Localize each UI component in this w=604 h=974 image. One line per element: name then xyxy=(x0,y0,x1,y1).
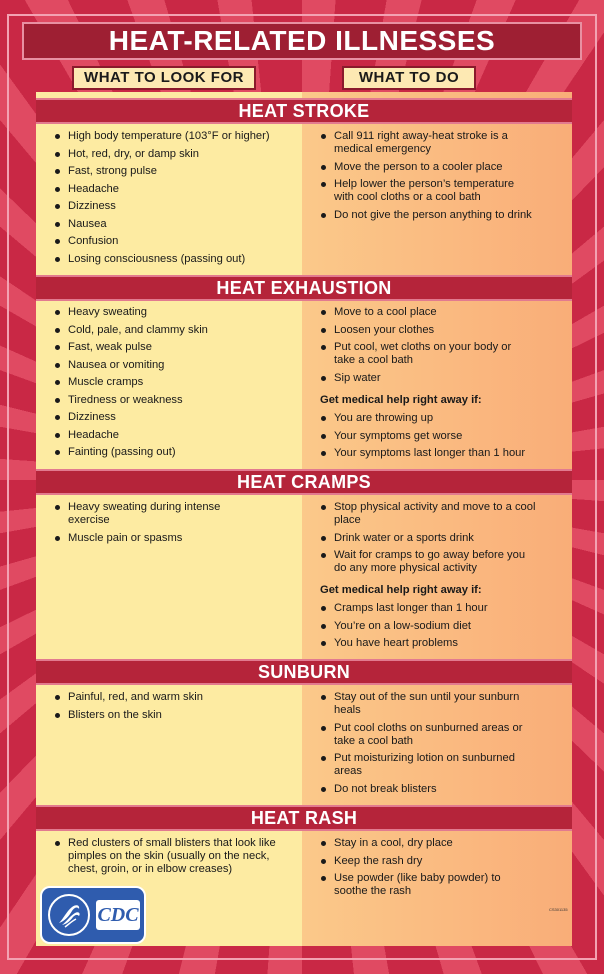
list-item: High body temperature (103°F or higher) xyxy=(54,130,299,143)
list-item: Blisters on the skin xyxy=(54,709,299,722)
heat-rash-actions xyxy=(320,837,534,903)
heat-cramps-help-heading: Get medical help right away if: xyxy=(320,584,482,596)
list-item: Put moisturizing lotion on sunburned areas xyxy=(320,752,534,778)
list-item: Dizziness xyxy=(54,200,299,213)
list-item: Keep the rash dry xyxy=(320,855,534,868)
list-item: Drink water or a sports drink xyxy=(320,532,538,545)
list-item: Sip water xyxy=(320,372,534,385)
list-item: Stop physical activity and move to a cool place xyxy=(320,501,538,527)
list-item: Do not give the person anything to drink xyxy=(320,209,534,222)
column-header-what-to-do: WHAT TO DO xyxy=(342,66,476,90)
list-item: Muscle cramps xyxy=(54,376,299,389)
content-panel xyxy=(36,92,572,946)
list-item: You have heart problems xyxy=(320,637,550,650)
list-item: Nausea or vomiting xyxy=(54,359,299,372)
section-header-heat-cramps: HEAT CRAMPS xyxy=(36,469,572,495)
list-item: Fast, weak pulse xyxy=(54,341,299,354)
heat-cramps-help-list xyxy=(320,602,550,655)
heat-exhaustion-symptoms xyxy=(54,306,299,464)
heat-exhaustion-help-heading: Get medical help right away if: xyxy=(320,394,482,406)
list-item: You’re on a low-sodium diet xyxy=(320,620,550,633)
heat-stroke-actions xyxy=(320,130,534,226)
list-item: Loosen your clothes xyxy=(320,324,534,337)
list-item: Losing consciousness (passing out) xyxy=(54,253,299,266)
list-item: Dizziness xyxy=(54,411,299,424)
poster-title: HEAT-RELATED ILLNESSES xyxy=(22,22,582,60)
list-item: Wait for cramps to go away before you do any more physical activity xyxy=(320,549,538,575)
list-item: Your symptoms get worse xyxy=(320,430,550,443)
list-item: Headache xyxy=(54,183,299,196)
section-header-heat-stroke: HEAT STROKE xyxy=(36,98,572,124)
list-item: Move the person to a cooler place xyxy=(320,161,534,174)
list-item: Stay out of the sun until your sunburn heals xyxy=(320,691,534,717)
list-item: Muscle pain or spasms xyxy=(54,532,254,545)
heat-rash-symptoms xyxy=(54,837,276,881)
list-item: Put cool, wet cloths on your body or take a cool bath xyxy=(320,341,534,367)
list-item: Use powder (like baby powder) to soothe the rash xyxy=(320,872,534,898)
list-item: Heavy sweating during intense exercise xyxy=(54,501,254,527)
list-item: Stay in a cool, dry place xyxy=(320,837,534,850)
cdc-hhs-logo xyxy=(40,886,146,944)
section-header-heat-exhaustion: HEAT EXHAUSTION xyxy=(36,275,572,301)
cdc-wordmark: CDC xyxy=(96,900,140,930)
list-item: Tiredness or weakness xyxy=(54,394,299,407)
list-item: Heavy sweating xyxy=(54,306,299,319)
hhs-seal-icon xyxy=(48,894,90,936)
section-header-sunburn: SUNBURN xyxy=(36,659,572,685)
list-item: Fainting (passing out) xyxy=(54,446,299,459)
list-item: Cramps last longer than 1 hour xyxy=(320,602,550,615)
heat-cramps-symptoms xyxy=(54,501,254,549)
list-item: Cold, pale, and clammy skin xyxy=(54,324,299,337)
heat-exhaustion-actions xyxy=(320,306,534,389)
list-item: You are throwing up xyxy=(320,412,550,425)
list-item: Help lower the person’s temperature with cool cloths or a cool bath xyxy=(320,178,534,204)
heat-exhaustion-help-list xyxy=(320,412,550,465)
list-item: Hot, red, dry, or damp skin xyxy=(54,148,299,161)
column-header-look-for: WHAT TO LOOK FOR xyxy=(72,66,256,90)
list-item: Your symptoms last longer than 1 hour xyxy=(320,447,550,460)
list-item: Fast, strong pulse xyxy=(54,165,299,178)
list-item: Confusion xyxy=(54,235,299,248)
section-header-heat-rash: HEAT RASH xyxy=(36,805,572,831)
heat-stroke-symptoms xyxy=(54,130,299,270)
heat-cramps-actions xyxy=(320,501,538,580)
document-code: CS301135 xyxy=(549,907,568,912)
sunburn-actions xyxy=(320,691,534,800)
list-item: Painful, red, and warm skin xyxy=(54,691,299,704)
list-item: Headache xyxy=(54,429,299,442)
list-item: Call 911 right away-heat stroke is a medical emergency xyxy=(320,130,534,156)
list-item: Red clusters of small blisters that look like pimples on the skin (usually on the neck, chest, groin, or in elbow creases) xyxy=(54,837,276,876)
sunburn-symptoms xyxy=(54,691,299,726)
list-item: Move to a cool place xyxy=(320,306,534,319)
list-item: Do not break blisters xyxy=(320,783,534,796)
list-item: Nausea xyxy=(54,218,299,231)
list-item: Put cool cloths on sunburned areas or take a cool bath xyxy=(320,722,534,748)
